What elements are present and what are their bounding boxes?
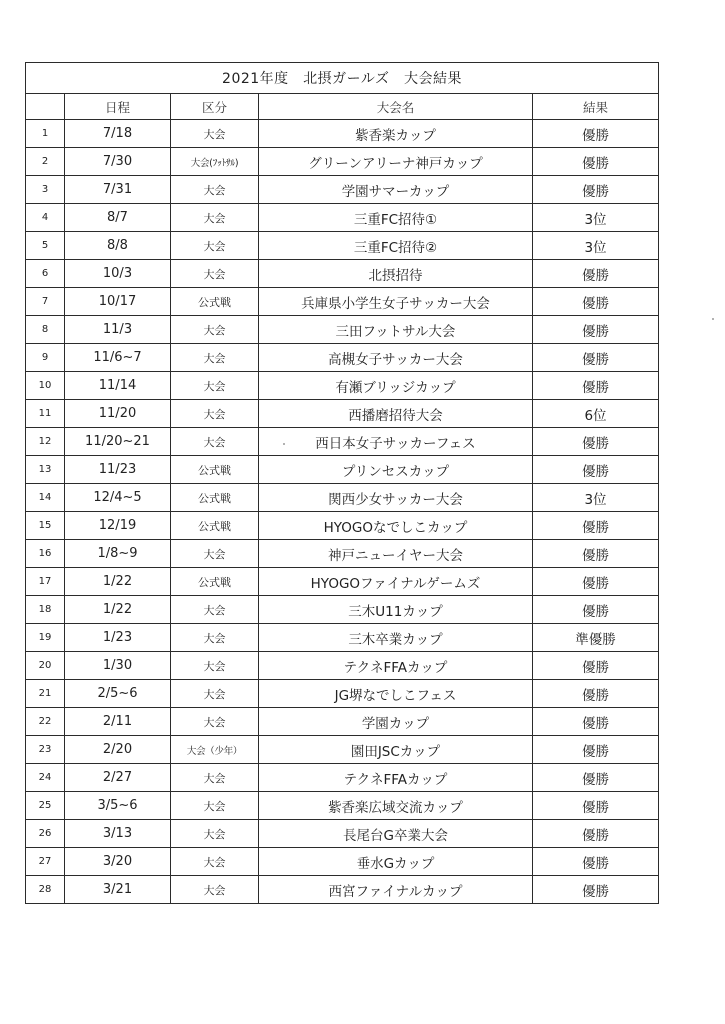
row-tournament-name: 三木U11カップ [259,596,533,624]
table-row [26,792,659,820]
row-result: 優勝 [533,456,659,484]
table-row [26,876,659,904]
row-tournament-name: 三木卒業カップ [259,624,533,652]
row-tournament-name: グリーンアリーナ神戸カップ [259,148,533,176]
row-number: 18 [26,596,65,624]
row-number: 12 [26,428,65,456]
row-number: 21 [26,680,65,708]
row-category: 大会 [171,344,259,372]
row-number: 5 [26,232,65,260]
row-date: 1/22 [65,568,171,596]
row-number: 9 [26,344,65,372]
row-result: 6位 [533,400,659,428]
row-number: 4 [26,204,65,232]
document-title: 2021年度 北摂ガールズ 大会結果 [26,63,659,94]
row-category: 大会（少年） [171,736,259,764]
table-row [26,764,659,792]
row-date: 2/5~6 [65,680,171,708]
row-number: 2 [26,148,65,176]
row-result: 優勝 [533,596,659,624]
row-number: 6 [26,260,65,288]
row-date: 3/13 [65,820,171,848]
table-row [26,624,659,652]
table-row [26,148,659,176]
row-category: 大会 [171,400,259,428]
row-date: 11/14 [65,372,171,400]
row-tournament-name: 長尾台G卒業大会 [259,820,533,848]
row-number: 20 [26,652,65,680]
scan-speck [283,443,285,445]
row-result: 優勝 [533,764,659,792]
row-category: 公式戦 [171,484,259,512]
row-category: 大会 [171,120,259,148]
row-date: 2/27 [65,764,171,792]
row-date: 3/5~6 [65,792,171,820]
row-tournament-name: 神戸ニューイヤー大会 [259,540,533,568]
row-tournament-name: 兵庫県小学生女子サッカー大会 [259,288,533,316]
row-result: 優勝 [533,120,659,148]
row-date: 1/8~9 [65,540,171,568]
row-number: 10 [26,372,65,400]
table-row [26,316,659,344]
row-result: 優勝 [533,848,659,876]
row-date: 11/23 [65,456,171,484]
table-row [26,680,659,708]
row-tournament-name: プリンセスカップ [259,456,533,484]
table-row [26,484,659,512]
row-tournament-name: HYOGOファイナルゲームズ [259,568,533,596]
table-row [26,344,659,372]
row-result: 優勝 [533,288,659,316]
row-date: 11/3 [65,316,171,344]
row-tournament-name: 垂水Gカップ [259,848,533,876]
row-tournament-name: 園田JSCカップ [259,736,533,764]
row-number: 7 [26,288,65,316]
table-row [26,120,659,148]
row-result: 優勝 [533,736,659,764]
row-category: 大会 [171,820,259,848]
header-name: 大会名 [259,94,533,120]
table-row [26,204,659,232]
row-number: 22 [26,708,65,736]
row-tournament-name: 紫香楽広域交流カップ [259,792,533,820]
row-category: 大会 [171,764,259,792]
row-category: 大会 [171,540,259,568]
row-tournament-name: 有瀬ブリッジカップ [259,372,533,400]
table-row [26,540,659,568]
row-result: 優勝 [533,344,659,372]
row-result: 優勝 [533,176,659,204]
row-category: 公式戦 [171,288,259,316]
row-number: 16 [26,540,65,568]
row-result: 3位 [533,484,659,512]
row-category: 大会 [171,428,259,456]
row-tournament-name: JG堺なでしこフェス [259,680,533,708]
table-row [26,820,659,848]
row-category: 大会 [171,204,259,232]
table-row [26,232,659,260]
header-no [26,94,65,120]
row-number: 26 [26,820,65,848]
row-category: 大会 [171,624,259,652]
row-date: 8/8 [65,232,171,260]
table-row [26,652,659,680]
results-sheet [25,62,658,904]
row-number: 3 [26,176,65,204]
row-number: 8 [26,316,65,344]
row-result: 3位 [533,204,659,232]
row-result: 優勝 [533,540,659,568]
scan-speck [712,318,714,320]
row-date: 10/17 [65,288,171,316]
row-date: 7/30 [65,148,171,176]
row-number: 11 [26,400,65,428]
row-tournament-name: テクネFFAカップ [259,652,533,680]
table-row [26,708,659,736]
row-date: 3/21 [65,876,171,904]
row-date: 8/7 [65,204,171,232]
row-tournament-name: 西日本女子サッカーフェス [259,428,533,456]
row-result: 優勝 [533,148,659,176]
table-row [26,596,659,624]
row-category: 大会 [171,848,259,876]
row-date: 2/11 [65,708,171,736]
row-number: 23 [26,736,65,764]
title-row [26,63,659,94]
row-result: 優勝 [533,260,659,288]
row-category: 大会(ﾌｯﾄｻﾙ) [171,148,259,176]
row-category: 大会 [171,792,259,820]
row-tournament-name: 西播磨招待大会 [259,400,533,428]
row-tournament-name: 高槻女子サッカー大会 [259,344,533,372]
row-category: 大会 [171,176,259,204]
row-number: 27 [26,848,65,876]
row-number: 28 [26,876,65,904]
table-row [26,400,659,428]
row-number: 19 [26,624,65,652]
row-category: 公式戦 [171,568,259,596]
table-row [26,736,659,764]
row-category: 公式戦 [171,512,259,540]
row-result: 優勝 [533,372,659,400]
row-tournament-name: 紫香楽カップ [259,120,533,148]
table-row [26,512,659,540]
row-result: 3位 [533,232,659,260]
row-category: 大会 [171,372,259,400]
row-result: 優勝 [533,820,659,848]
header-row [26,94,659,120]
row-result: 優勝 [533,652,659,680]
row-result: 優勝 [533,708,659,736]
row-result: 優勝 [533,316,659,344]
row-date: 3/20 [65,848,171,876]
row-result: 優勝 [533,428,659,456]
header-category: 区分 [171,94,259,120]
row-category: 大会 [171,680,259,708]
row-number: 17 [26,568,65,596]
table-row [26,260,659,288]
row-result: 優勝 [533,792,659,820]
row-category: 大会 [171,708,259,736]
row-date: 12/4~5 [65,484,171,512]
table-row [26,568,659,596]
row-date: 1/30 [65,652,171,680]
row-date: 1/22 [65,596,171,624]
row-category: 大会 [171,652,259,680]
row-date: 7/31 [65,176,171,204]
row-tournament-name: 三重FC招待① [259,204,533,232]
row-tournament-name: 学園カップ [259,708,533,736]
row-category: 公式戦 [171,456,259,484]
table-row [26,428,659,456]
row-result: 準優勝 [533,624,659,652]
row-category: 大会 [171,232,259,260]
table-row [26,456,659,484]
row-number: 25 [26,792,65,820]
table-row [26,176,659,204]
row-category: 大会 [171,316,259,344]
row-tournament-name: 三重FC招待② [259,232,533,260]
row-number: 15 [26,512,65,540]
row-date: 2/20 [65,736,171,764]
header-date: 日程 [65,94,171,120]
row-number: 14 [26,484,65,512]
row-result: 優勝 [533,680,659,708]
row-tournament-name: 三田フットサル大会 [259,316,533,344]
row-category: 大会 [171,260,259,288]
row-tournament-name: HYOGOなでしこカップ [259,512,533,540]
row-category: 大会 [171,596,259,624]
row-result: 優勝 [533,568,659,596]
row-tournament-name: 関西少女サッカー大会 [259,484,533,512]
row-date: 7/18 [65,120,171,148]
row-date: 1/23 [65,624,171,652]
row-date: 11/20~21 [65,428,171,456]
row-result: 優勝 [533,876,659,904]
row-date: 11/20 [65,400,171,428]
table-row [26,288,659,316]
results-table [25,62,659,904]
row-date: 10/3 [65,260,171,288]
row-tournament-name: 学園サマーカップ [259,176,533,204]
row-date: 11/6~7 [65,344,171,372]
row-number: 13 [26,456,65,484]
row-category: 大会 [171,876,259,904]
row-number: 1 [26,120,65,148]
row-tournament-name: 西宮ファイナルカップ [259,876,533,904]
row-tournament-name: テクネFFAカップ [259,764,533,792]
row-tournament-name: 北摂招待 [259,260,533,288]
table-row [26,372,659,400]
row-result: 優勝 [533,512,659,540]
table-row [26,848,659,876]
row-date: 12/19 [65,512,171,540]
row-number: 24 [26,764,65,792]
header-result: 結果 [533,94,659,120]
